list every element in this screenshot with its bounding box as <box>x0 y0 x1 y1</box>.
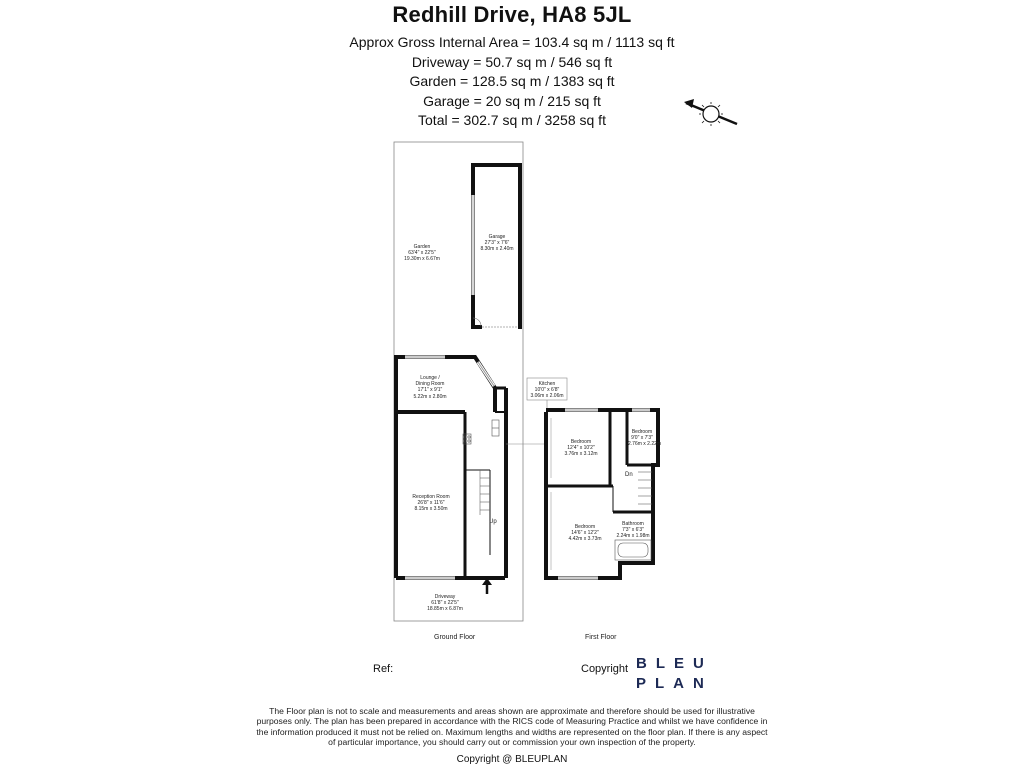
room-label-bathroom: Bathroom 7'3" x 6'3" 2.24m x 1.98m <box>616 521 650 540</box>
room-label-garage: Garage 27'3" x 7'6" 8.30m x 2.40m <box>480 234 514 253</box>
room-label-bedroom-1: Bedroom 12'4" x 10'2" 3.76m x 3.12m <box>564 439 598 458</box>
disclaimer-text: The Floor plan is not to scale and measurements and areas shown are approximate and therefore should be used for illustrative purposes only. The plan has been prepared in accordance with the RICS code of Measuring Practice and whilst we have confidence in the information produced it must not be relied on. Maximum lengths and widths are represented on the floor plan. If there is any aspect of particular importance, you should carry out or commission your own inspection of the property. <box>256 706 768 748</box>
room-label-bedroom-3: Bedroom 14'6" x 12'2" 4.42m x 3.73m <box>568 524 602 543</box>
first-floor-label: First Floor <box>585 634 617 641</box>
stair-label-up: Up <box>489 519 497 525</box>
area-line-garden: Garden = 128.5 sq m / 1383 sq ft <box>409 73 615 89</box>
room-label-bedroom-2: Bedroom 9'0" x 7'3" 2.76m x 2.22m <box>628 429 662 448</box>
bath-icon <box>615 540 651 560</box>
area-line-garage: Garage = 20 sq m / 215 sq ft <box>423 92 601 109</box>
room-label-reception: Reception Room 26'8" x 11'6" 8.15m x 3.50m <box>412 494 450 513</box>
room-label-kitchen: Kitchen 10'0" x 6'8" 3.06m x 2.06m <box>530 381 564 400</box>
ground-floor-label: Ground Floor <box>434 634 476 641</box>
entrance-arrow-icon <box>482 578 492 594</box>
room-label-lounge: Lounge / Dining Room 17'1" x 9'1" 5.22m x 2.80m <box>413 375 447 400</box>
bleuplan-logo: BLEU PLAN <box>636 655 713 692</box>
room-label-driveway: Driveway 61'8" x 22'5" 18.85m x 6.87m <box>427 594 463 613</box>
page-title: Redhill Drive, HA8 5JL <box>392 2 632 27</box>
north-arrow-icon <box>684 99 737 126</box>
ground-floor-stairs <box>480 470 490 515</box>
copyright-label: Copyright <box>581 663 629 675</box>
ref-label: Ref: <box>373 663 394 675</box>
first-floor-stairs <box>638 472 652 504</box>
room-label-garden: Garden 63'4" x 22'5" 19.30m x 6.67m <box>404 244 440 263</box>
area-line-internal: Approx Gross Internal Area = 103.4 sq m / 1113 sq ft <box>349 34 675 50</box>
stair-label-dn: Dn <box>625 472 633 478</box>
area-line-total: Total = 302.7 sq m / 3258 sq ft <box>418 112 606 128</box>
sink-icon <box>492 420 499 436</box>
area-line-driveway: Driveway = 50.7 sq m / 546 sq ft <box>411 53 613 70</box>
bottom-copyright: Copyright @ BLEUPLAN <box>456 754 568 765</box>
